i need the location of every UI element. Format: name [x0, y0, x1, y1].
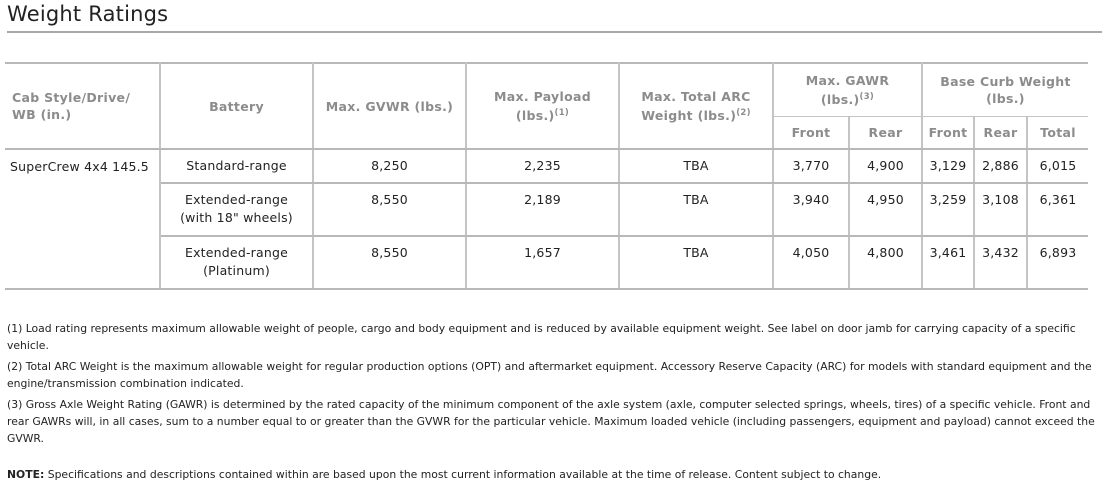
- gvwr-cell: 8,550: [313, 183, 466, 236]
- payload-cell: 1,657: [466, 236, 619, 289]
- curb-rear-cell: 3,108: [974, 183, 1027, 236]
- gawr-front-cell: 4,050: [773, 236, 849, 289]
- gvwr-cell: 8,550: [313, 236, 466, 289]
- header-max-arc: Max. Total ARC Weight $(lbs.)^{(2)}$: [619, 63, 773, 149]
- arc-cell: TBA: [619, 149, 773, 183]
- payload-cell: 2,235: [466, 149, 619, 183]
- gvwr-cell: 8,250: [313, 149, 466, 183]
- header-base-curb-weight: Base Curb Weight (lbs.): [922, 63, 1088, 116]
- battery-cell: Extended-range (with 18" wheels): [160, 183, 313, 236]
- page-title: Weight Ratings: [7, 2, 169, 26]
- gawr-front-cell: 3,770: [773, 149, 849, 183]
- battery-cell: Standard-range: [160, 149, 313, 183]
- battery-cell: Extended-range (Platinum): [160, 236, 313, 289]
- header-gawr-front: Front: [773, 116, 849, 149]
- header-gawr-rear: Rear: [849, 116, 922, 149]
- cab-style-cell: SuperCrew 4x4 145.5: [5, 149, 160, 289]
- curb-front-cell: 3,129: [922, 149, 974, 183]
- footnote-3: (3) Gross Axle Weight Rating (GAWR) is determined by the rated capacity of the minimum component of the axle system (axle, computer selected springs, wheels, tires) of a specific vehicle. Front and rear GAWRs will, in all cases, sum to a number equal to or greater than the GVWR for the particular vehicle. Maximum loaded vehicle (including passengers, equipment and payload) cannot exceed the GVWR.: [7, 398, 1095, 445]
- table-row: [5, 236, 1088, 289]
- title-divider: [7, 31, 1102, 33]
- header-cab-style: Cab Style/Drive/ WB (in.): [5, 63, 160, 149]
- gawr-rear-cell: 4,900: [849, 149, 922, 183]
- footnote-2: (2) Total ARC Weight is the maximum allowable weight for regular production options (OPT) and aftermarket equipment. Accessory Reserve Capacity (ARC) for models with standard equipment and the engine/transmission combination indicated.: [7, 360, 1092, 390]
- curb-total-cell: 6,015: [1027, 149, 1088, 183]
- note-text: Specifications and descriptions contained within are based upon the most current information available at the time of release. Content subject to change.: [44, 468, 882, 481]
- curb-rear-cell: 2,886: [974, 149, 1027, 183]
- header-row-top: [5, 63, 1088, 116]
- footnote-1: (1) Load rating represents maximum allowable weight of people, cargo and body equipment and is reduced by available equipment weight. See label on door jamb for carrying capacity of a specific vehicle.: [7, 322, 1076, 352]
- footnotes: [7, 320, 1097, 451]
- gawr-rear-cell: 4,950: [849, 183, 922, 236]
- arc-cell: TBA: [619, 183, 773, 236]
- gawr-front-cell: 3,940: [773, 183, 849, 236]
- weight-ratings-table: [5, 62, 1088, 290]
- header-curb-rear: Rear: [974, 116, 1027, 149]
- arc-cell: TBA: [619, 236, 773, 289]
- header-max-gawr: Max. GAWR $(lbs.)^{(3)}$: [773, 63, 922, 116]
- header-max-payload: Max. Payload $(lbs.)^{(1)}$: [466, 63, 619, 149]
- curb-total-cell: 6,893: [1027, 236, 1088, 289]
- curb-total-cell: 6,361: [1027, 183, 1088, 236]
- gawr-rear-cell: 4,800: [849, 236, 922, 289]
- curb-front-cell: 3,259: [922, 183, 974, 236]
- header-max-gvwr: Max. GVWR (lbs.): [313, 63, 466, 149]
- curb-front-cell: 3,461: [922, 236, 974, 289]
- table-row: [5, 149, 1088, 183]
- header-curb-front: Front: [922, 116, 974, 149]
- curb-rear-cell: 3,432: [974, 236, 1027, 289]
- note-label: NOTE:: [7, 468, 45, 481]
- payload-cell: 2,189: [466, 183, 619, 236]
- disclaimer-note: [7, 468, 881, 481]
- header-curb-total: Total: [1027, 116, 1088, 149]
- header-battery: Battery: [160, 63, 313, 149]
- table-row: [5, 183, 1088, 236]
